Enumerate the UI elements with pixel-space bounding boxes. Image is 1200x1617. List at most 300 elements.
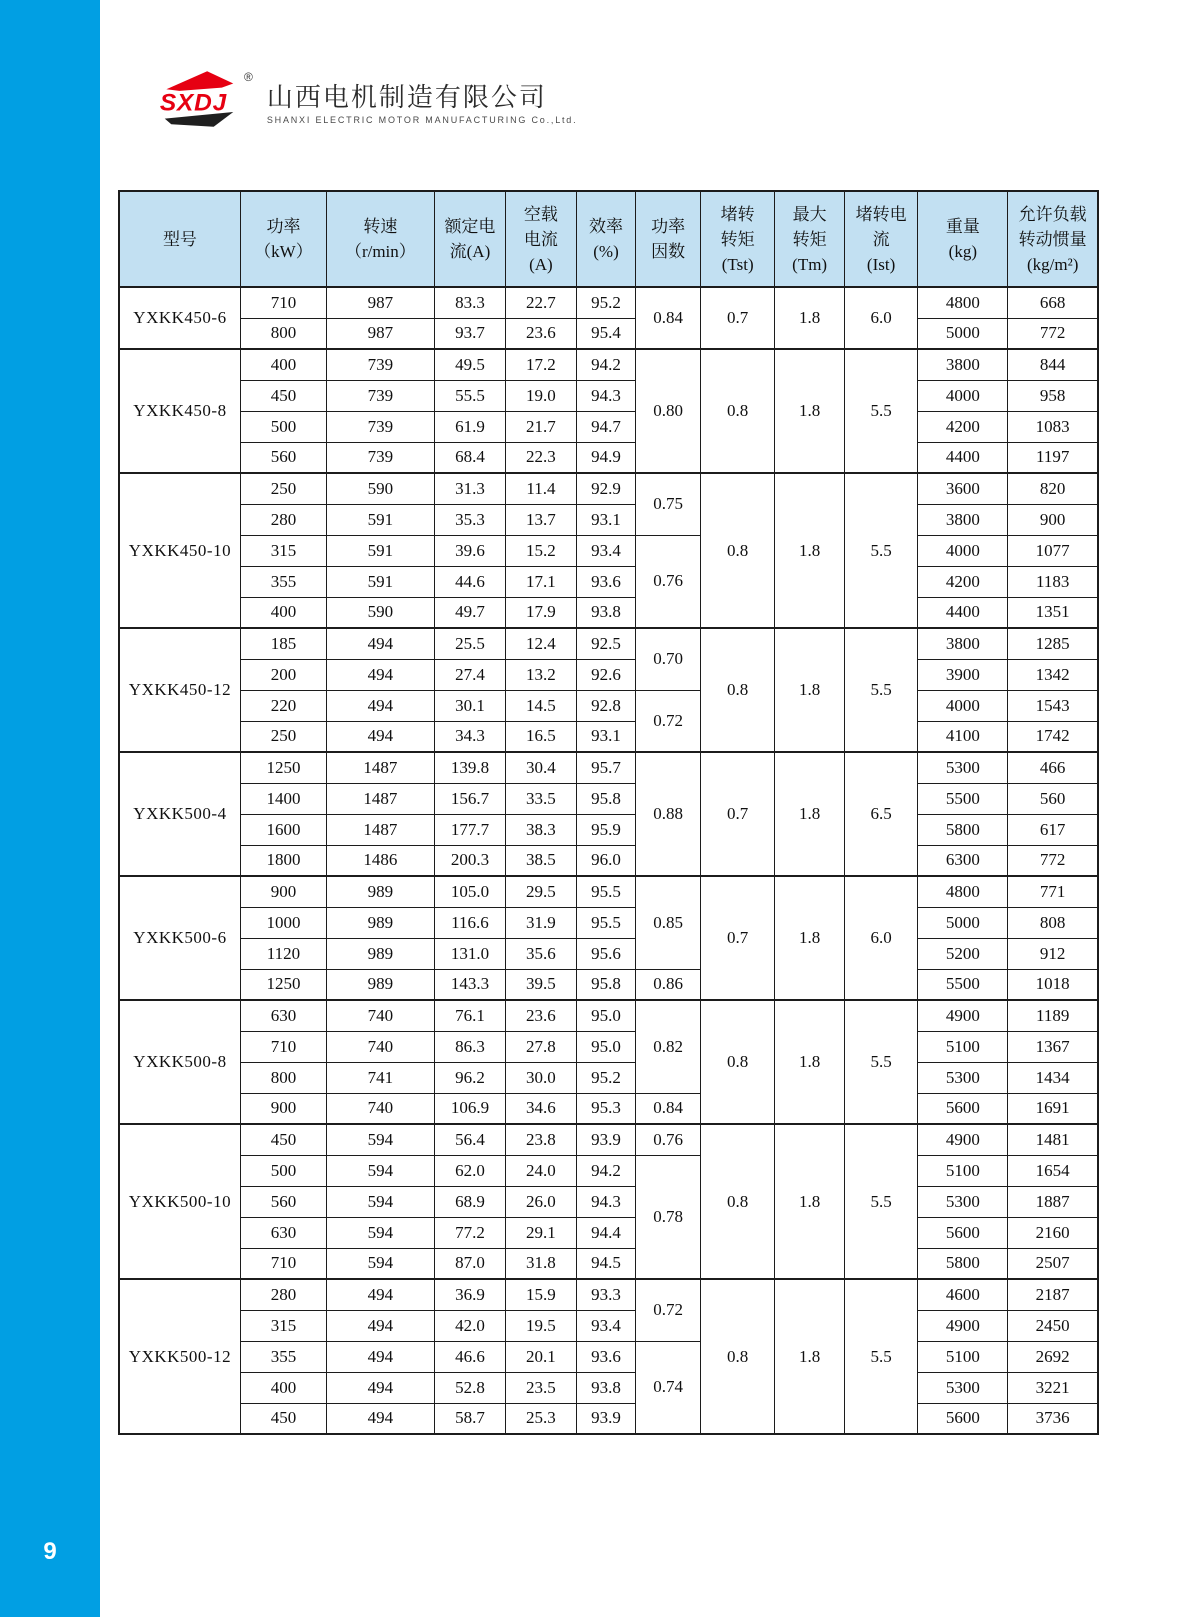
col-header-speed: 转速 （r/min） — [327, 191, 435, 287]
cell-efficiency: 94.9 — [576, 442, 636, 473]
cell-weight: 5300 — [918, 1062, 1008, 1093]
model-section-yxkk500-10 — [119, 1124, 1098, 1279]
cell-efficiency: 95.9 — [576, 814, 636, 845]
cell-no-load-current: 39.5 — [506, 969, 576, 1000]
cell-weight: 5300 — [918, 1372, 1008, 1403]
cell-locked-rotor-current: 5.5 — [844, 1124, 917, 1279]
cell-rated-current: 31.3 — [434, 473, 505, 504]
cell-efficiency: 95.2 — [576, 287, 636, 318]
cell-efficiency: 95.5 — [576, 876, 636, 907]
svg-text:SXDJ: SXDJ — [159, 89, 228, 117]
cell-rated-current: 116.6 — [434, 907, 505, 938]
cell-rated-current: 143.3 — [434, 969, 505, 1000]
cell-max-torque: 1.8 — [775, 473, 845, 628]
cell-rated-current: 68.9 — [434, 1186, 505, 1217]
table-row — [119, 535, 1098, 566]
cell-no-load-current: 30.0 — [506, 1062, 576, 1093]
cell-speed: 494 — [327, 1279, 435, 1310]
cell-model: YXKK500-4 — [119, 752, 240, 876]
table-row — [119, 907, 1098, 938]
model-section-yxkk500-4 — [119, 752, 1098, 876]
cell-weight: 4000 — [918, 380, 1008, 411]
cell-efficiency: 95.0 — [576, 1031, 636, 1062]
cell-locked-rotor-current: 5.5 — [844, 1279, 917, 1434]
cell-power: 450 — [240, 1124, 326, 1155]
cell-efficiency: 93.6 — [576, 566, 636, 597]
cell-weight: 5300 — [918, 1186, 1008, 1217]
page-number: 9 — [43, 1538, 57, 1565]
cell-power: 800 — [240, 1062, 326, 1093]
cell-weight: 3800 — [918, 504, 1008, 535]
cell-locked-rotor-torque: 0.8 — [700, 1000, 774, 1124]
cell-no-load-current: 27.8 — [506, 1031, 576, 1062]
cell-power: 500 — [240, 1155, 326, 1186]
cell-power: 800 — [240, 318, 326, 349]
cell-rated-current: 139.8 — [434, 752, 505, 783]
cell-efficiency: 95.5 — [576, 907, 636, 938]
table-row — [119, 1310, 1098, 1341]
cell-no-load-current: 25.3 — [506, 1403, 576, 1434]
cell-inertia: 1197 — [1008, 442, 1098, 473]
table-row — [119, 845, 1098, 876]
cell-weight: 4900 — [918, 1310, 1008, 1341]
cell-weight: 5200 — [918, 938, 1008, 969]
cell-speed: 594 — [327, 1155, 435, 1186]
cell-efficiency: 93.8 — [576, 597, 636, 628]
cell-locked-rotor-current: 6.5 — [844, 752, 917, 876]
cell-rated-current: 177.7 — [434, 814, 505, 845]
cell-weight: 3800 — [918, 349, 1008, 380]
cell-max-torque: 1.8 — [775, 1124, 845, 1279]
cell-efficiency: 92.5 — [576, 628, 636, 659]
cell-power: 900 — [240, 1093, 326, 1124]
cell-efficiency: 93.1 — [576, 721, 636, 752]
cell-model: YXKK500-6 — [119, 876, 240, 1000]
cell-inertia: 560 — [1008, 783, 1098, 814]
cell-speed: 494 — [327, 628, 435, 659]
cell-weight: 5000 — [918, 318, 1008, 349]
cell-weight: 5600 — [918, 1403, 1008, 1434]
cell-power: 280 — [240, 1279, 326, 1310]
cell-rated-current: 96.2 — [434, 1062, 505, 1093]
cell-efficiency: 95.6 — [576, 938, 636, 969]
cell-rated-current: 86.3 — [434, 1031, 505, 1062]
table-row — [119, 1217, 1098, 1248]
cell-efficiency: 95.4 — [576, 318, 636, 349]
cell-weight: 4200 — [918, 566, 1008, 597]
cell-power: 1250 — [240, 969, 326, 1000]
cell-speed: 739 — [327, 380, 435, 411]
table-row — [119, 566, 1098, 597]
cell-rated-current: 61.9 — [434, 411, 505, 442]
cell-no-load-current: 29.1 — [506, 1217, 576, 1248]
cell-locked-rotor-current: 5.5 — [844, 473, 917, 628]
company-names — [267, 68, 578, 125]
cell-locked-rotor-current: 6.0 — [844, 287, 917, 349]
cell-power-factor: 0.84 — [636, 287, 701, 349]
cell-power-factor: 0.72 — [636, 1279, 701, 1341]
cell-power-factor: 0.88 — [636, 752, 701, 876]
cell-no-load-current: 14.5 — [506, 690, 576, 721]
cell-rated-current: 56.4 — [434, 1124, 505, 1155]
table-row — [119, 1372, 1098, 1403]
cell-inertia: 1183 — [1008, 566, 1098, 597]
cell-efficiency: 93.6 — [576, 1341, 636, 1372]
cell-power: 1120 — [240, 938, 326, 969]
cell-max-torque: 1.8 — [775, 1000, 845, 1124]
cell-inertia: 1887 — [1008, 1186, 1098, 1217]
cell-power: 1250 — [240, 752, 326, 783]
cell-rated-current: 68.4 — [434, 442, 505, 473]
cell-rated-current: 200.3 — [434, 845, 505, 876]
cell-speed: 741 — [327, 1062, 435, 1093]
model-section-yxkk450-12 — [119, 628, 1098, 752]
cell-inertia: 2160 — [1008, 1217, 1098, 1248]
cell-weight: 5500 — [918, 969, 1008, 1000]
cell-power: 355 — [240, 1341, 326, 1372]
cell-efficiency: 93.1 — [576, 504, 636, 535]
cell-inertia: 808 — [1008, 907, 1098, 938]
cell-rated-current: 93.7 — [434, 318, 505, 349]
cell-no-load-current: 17.1 — [506, 566, 576, 597]
cell-locked-rotor-torque: 0.8 — [700, 1124, 774, 1279]
cell-rated-current: 77.2 — [434, 1217, 505, 1248]
cell-weight: 6300 — [918, 845, 1008, 876]
cell-weight: 4800 — [918, 876, 1008, 907]
spec-table-container — [118, 190, 1099, 1435]
cell-locked-rotor-torque: 0.7 — [700, 752, 774, 876]
col-header-inertia: 允许负载 转动惯量 (kg/m²) — [1008, 191, 1098, 287]
cell-locked-rotor-torque: 0.8 — [700, 1279, 774, 1434]
cell-no-load-current: 11.4 — [506, 473, 576, 504]
cell-weight: 5800 — [918, 814, 1008, 845]
cell-power: 400 — [240, 1372, 326, 1403]
cell-inertia: 1434 — [1008, 1062, 1098, 1093]
cell-speed: 740 — [327, 1093, 435, 1124]
cell-weight: 4100 — [918, 721, 1008, 752]
cell-speed: 590 — [327, 473, 435, 504]
cell-speed: 494 — [327, 1310, 435, 1341]
cell-power-factor: 0.85 — [636, 876, 701, 969]
cell-weight: 5800 — [918, 1248, 1008, 1279]
cell-power: 400 — [240, 597, 326, 628]
cell-power-factor: 0.86 — [636, 969, 701, 1000]
cell-no-load-current: 15.9 — [506, 1279, 576, 1310]
cell-model: YXKK500-10 — [119, 1124, 240, 1279]
cell-inertia: 1077 — [1008, 535, 1098, 566]
cell-inertia: 2692 — [1008, 1341, 1098, 1372]
cell-power: 630 — [240, 1000, 326, 1031]
cell-power-factor: 0.84 — [636, 1093, 701, 1124]
cell-efficiency: 92.9 — [576, 473, 636, 504]
table-row — [119, 1341, 1098, 1372]
cell-inertia: 1342 — [1008, 659, 1098, 690]
col-header-max-torque: 最大 转矩 (Tm) — [775, 191, 845, 287]
cell-efficiency: 95.2 — [576, 1062, 636, 1093]
cell-no-load-current: 23.8 — [506, 1124, 576, 1155]
cell-efficiency: 96.0 — [576, 845, 636, 876]
table-row — [119, 721, 1098, 752]
cell-weight: 5100 — [918, 1031, 1008, 1062]
cell-power-factor: 0.76 — [636, 1124, 701, 1155]
company-name-cn: 山西电机制造有限公司 — [266, 82, 547, 112]
cell-rated-current: 36.9 — [434, 1279, 505, 1310]
table-row — [119, 318, 1098, 349]
table-row — [119, 876, 1098, 907]
cell-weight: 3600 — [918, 473, 1008, 504]
table-row — [119, 597, 1098, 628]
model-section-yxkk500-12 — [119, 1279, 1098, 1434]
cell-no-load-current: 22.3 — [506, 442, 576, 473]
col-header-power-factor: 功率 因数 — [636, 191, 701, 287]
cell-rated-current: 156.7 — [434, 783, 505, 814]
cell-power: 220 — [240, 690, 326, 721]
cell-rated-current: 35.3 — [434, 504, 505, 535]
cell-power: 250 — [240, 473, 326, 504]
table-row — [119, 783, 1098, 814]
table-row — [119, 287, 1098, 318]
cell-rated-current: 39.6 — [434, 535, 505, 566]
cell-power: 710 — [240, 1031, 326, 1062]
cell-rated-current: 87.0 — [434, 1248, 505, 1279]
cell-speed: 739 — [327, 411, 435, 442]
cell-no-load-current: 12.4 — [506, 628, 576, 659]
cell-model: YXKK500-8 — [119, 1000, 240, 1124]
model-section-yxkk500-8 — [119, 1000, 1098, 1124]
table-row — [119, 380, 1098, 411]
cell-speed: 594 — [327, 1217, 435, 1248]
cell-weight: 4400 — [918, 597, 1008, 628]
cell-speed: 1487 — [327, 783, 435, 814]
cell-inertia: 1351 — [1008, 597, 1098, 628]
cell-locked-rotor-current: 5.5 — [844, 349, 917, 473]
cell-locked-rotor-torque: 0.7 — [700, 287, 774, 349]
cell-inertia: 3221 — [1008, 1372, 1098, 1403]
col-header-locked-rotor-current: 堵转电 流 (Ist) — [844, 191, 917, 287]
cell-no-load-current: 30.4 — [506, 752, 576, 783]
model-section-yxkk450-10 — [119, 473, 1098, 628]
cell-no-load-current: 16.5 — [506, 721, 576, 752]
cell-power: 280 — [240, 504, 326, 535]
table-row — [119, 1186, 1098, 1217]
cell-no-load-current: 33.5 — [506, 783, 576, 814]
cell-efficiency: 93.8 — [576, 1372, 636, 1403]
cell-rated-current: 30.1 — [434, 690, 505, 721]
cell-power-factor: 0.72 — [636, 690, 701, 752]
cell-inertia: 668 — [1008, 287, 1098, 318]
cell-rated-current: 105.0 — [434, 876, 505, 907]
cell-efficiency: 93.4 — [576, 1310, 636, 1341]
cell-power: 710 — [240, 1248, 326, 1279]
cell-no-load-current: 35.6 — [506, 938, 576, 969]
cell-model: YXKK450-10 — [119, 473, 240, 628]
table-row — [119, 1000, 1098, 1031]
cell-weight: 4400 — [918, 442, 1008, 473]
cell-speed: 989 — [327, 907, 435, 938]
cell-rated-current: 34.3 — [434, 721, 505, 752]
cell-power: 630 — [240, 1217, 326, 1248]
cell-efficiency: 94.4 — [576, 1217, 636, 1248]
header-row — [119, 191, 1098, 287]
table-row — [119, 411, 1098, 442]
cell-power-factor: 0.70 — [636, 628, 701, 690]
cell-power: 315 — [240, 1310, 326, 1341]
spec-table — [118, 190, 1099, 1435]
table-row — [119, 690, 1098, 721]
table-row — [119, 1031, 1098, 1062]
cell-locked-rotor-current: 5.5 — [844, 628, 917, 752]
cell-rated-current: 52.8 — [434, 1372, 505, 1403]
cell-efficiency: 94.2 — [576, 1155, 636, 1186]
cell-weight: 5000 — [918, 907, 1008, 938]
cell-efficiency: 94.3 — [576, 380, 636, 411]
cell-efficiency: 92.8 — [576, 690, 636, 721]
cell-model: YXKK500-12 — [119, 1279, 240, 1434]
cell-power: 1400 — [240, 783, 326, 814]
cell-speed: 591 — [327, 504, 435, 535]
cell-speed: 494 — [327, 721, 435, 752]
cell-power-factor: 0.80 — [636, 349, 701, 473]
table-row — [119, 938, 1098, 969]
cell-speed: 989 — [327, 876, 435, 907]
cell-inertia: 958 — [1008, 380, 1098, 411]
cell-no-load-current: 19.5 — [506, 1310, 576, 1341]
cell-no-load-current: 17.2 — [506, 349, 576, 380]
cell-power: 450 — [240, 1403, 326, 1434]
cell-weight: 4000 — [918, 690, 1008, 721]
cell-power: 250 — [240, 721, 326, 752]
cell-locked-rotor-torque: 0.8 — [700, 473, 774, 628]
cell-speed: 594 — [327, 1186, 435, 1217]
cell-speed: 739 — [327, 442, 435, 473]
cell-weight: 4200 — [918, 411, 1008, 442]
cell-no-load-current: 38.5 — [506, 845, 576, 876]
cell-no-load-current: 26.0 — [506, 1186, 576, 1217]
cell-rated-current: 49.5 — [434, 349, 505, 380]
cell-efficiency: 93.9 — [576, 1124, 636, 1155]
table-row — [119, 349, 1098, 380]
table-header — [119, 191, 1098, 287]
col-header-locked-rotor-torque: 堵转 转矩 (Tst) — [700, 191, 774, 287]
cell-efficiency: 93.9 — [576, 1403, 636, 1434]
cell-efficiency: 95.8 — [576, 783, 636, 814]
table-row — [119, 1403, 1098, 1434]
model-section-yxkk450-8 — [119, 349, 1098, 473]
cell-speed: 740 — [327, 1000, 435, 1031]
cell-inertia: 772 — [1008, 845, 1098, 876]
cell-inertia: 912 — [1008, 938, 1098, 969]
cell-speed: 494 — [327, 659, 435, 690]
cell-power: 560 — [240, 1186, 326, 1217]
cell-inertia: 1018 — [1008, 969, 1098, 1000]
cell-rated-current: 83.3 — [434, 287, 505, 318]
cell-speed: 989 — [327, 938, 435, 969]
cell-inertia: 2450 — [1008, 1310, 1098, 1341]
cell-efficiency: 93.3 — [576, 1279, 636, 1310]
cell-inertia: 844 — [1008, 349, 1098, 380]
cell-inertia: 771 — [1008, 876, 1098, 907]
cell-inertia: 1654 — [1008, 1155, 1098, 1186]
cell-speed: 987 — [327, 318, 435, 349]
cell-weight: 4800 — [918, 287, 1008, 318]
cell-power: 1600 — [240, 814, 326, 845]
cell-no-load-current: 38.3 — [506, 814, 576, 845]
cell-inertia: 820 — [1008, 473, 1098, 504]
table-row — [119, 969, 1098, 1000]
table-row — [119, 1279, 1098, 1310]
cell-speed: 590 — [327, 597, 435, 628]
cell-efficiency: 95.3 — [576, 1093, 636, 1124]
company-logo — [158, 68, 577, 132]
cell-speed: 494 — [327, 1403, 435, 1434]
cell-max-torque: 1.8 — [775, 287, 845, 349]
cell-power: 500 — [240, 411, 326, 442]
table-row — [119, 504, 1098, 535]
table-row — [119, 1062, 1098, 1093]
table-row — [119, 442, 1098, 473]
cell-inertia: 1083 — [1008, 411, 1098, 442]
cell-no-load-current: 31.9 — [506, 907, 576, 938]
cell-power: 355 — [240, 566, 326, 597]
cell-max-torque: 1.8 — [775, 349, 845, 473]
cell-no-load-current: 24.0 — [506, 1155, 576, 1186]
cell-power: 315 — [240, 535, 326, 566]
col-header-no-load-current: 空载 电流 (A) — [506, 191, 576, 287]
cell-inertia: 900 — [1008, 504, 1098, 535]
cell-rated-current: 55.5 — [434, 380, 505, 411]
cell-inertia: 1285 — [1008, 628, 1098, 659]
cell-speed: 739 — [327, 349, 435, 380]
cell-efficiency: 94.7 — [576, 411, 636, 442]
left-accent-bar — [0, 0, 100, 1617]
cell-power-factor: 0.78 — [636, 1155, 701, 1279]
cell-no-load-current: 31.8 — [506, 1248, 576, 1279]
cell-weight: 5100 — [918, 1341, 1008, 1372]
cell-rated-current: 62.0 — [434, 1155, 505, 1186]
cell-weight: 3900 — [918, 659, 1008, 690]
cell-weight: 4600 — [918, 1279, 1008, 1310]
cell-rated-current: 46.6 — [434, 1341, 505, 1372]
cell-locked-rotor-torque: 0.8 — [700, 349, 774, 473]
col-header-model: 型号 — [119, 191, 240, 287]
cell-inertia: 1742 — [1008, 721, 1098, 752]
cell-power: 900 — [240, 876, 326, 907]
cell-rated-current: 42.0 — [434, 1310, 505, 1341]
cell-locked-rotor-current: 5.5 — [844, 1000, 917, 1124]
cell-no-load-current: 23.6 — [506, 1000, 576, 1031]
cell-weight: 4900 — [918, 1000, 1008, 1031]
cell-speed: 594 — [327, 1248, 435, 1279]
cell-weight: 4000 — [918, 535, 1008, 566]
cell-speed: 494 — [327, 690, 435, 721]
cell-no-load-current: 20.1 — [506, 1341, 576, 1372]
cell-inertia: 2507 — [1008, 1248, 1098, 1279]
model-section-yxkk500-6 — [119, 876, 1098, 1000]
sxdj-logo-icon — [158, 68, 240, 130]
cell-inertia: 617 — [1008, 814, 1098, 845]
col-header-efficiency: 效率 (%) — [576, 191, 636, 287]
cell-no-load-current: 23.5 — [506, 1372, 576, 1403]
col-header-weight: 重量 (kg) — [918, 191, 1008, 287]
cell-efficiency: 94.5 — [576, 1248, 636, 1279]
cell-power-factor: 0.82 — [636, 1000, 701, 1093]
cell-efficiency: 95.0 — [576, 1000, 636, 1031]
cell-weight: 5600 — [918, 1217, 1008, 1248]
cell-efficiency: 95.8 — [576, 969, 636, 1000]
table-row — [119, 752, 1098, 783]
cell-power: 1000 — [240, 907, 326, 938]
cell-locked-rotor-current: 6.0 — [844, 876, 917, 1000]
